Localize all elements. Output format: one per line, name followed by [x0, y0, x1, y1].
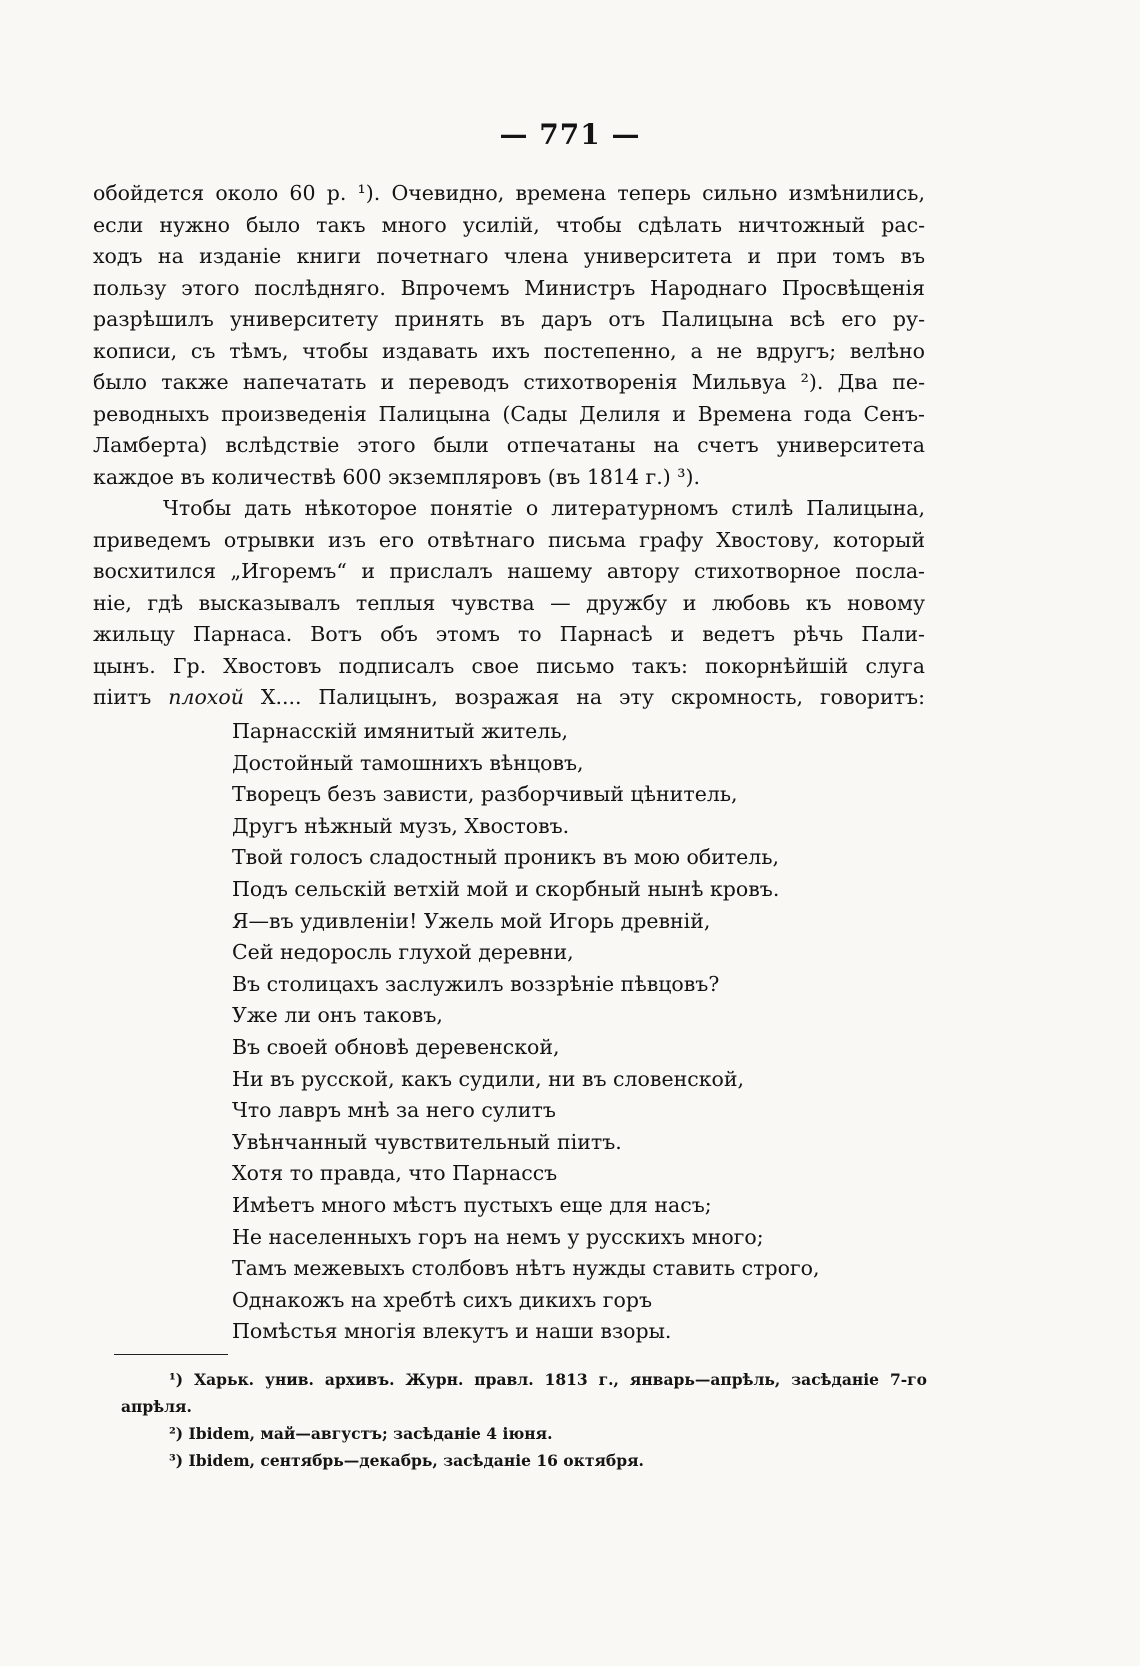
verse-line: Въ своей обновѣ деревенской, — [232, 1034, 560, 1059]
footnotes — [121, 1366, 927, 1474]
paragraph-1-line: ходъ на изданіе книги почетнаго члена университета и при томъ въ — [93, 244, 925, 268]
poem-verse — [232, 716, 820, 1348]
paragraph-2-line: восхитился „Игоремъ“ и прислалъ нашему автору стихотворное посла- — [93, 559, 925, 583]
paragraph-1-line: разрѣшилъ университету принять въ даръ отъ Палицына всѣ его ру- — [93, 307, 925, 331]
paragraph-1-line: если нужно было такъ много усилій, чтобы сдѣлать ничтожный рас- — [93, 212, 925, 237]
paragraph-1-line: реводныхъ произведенія Палицына (Сады Делиля и Времена года Сенъ- — [93, 401, 925, 426]
verse-line: Тамъ межевыхъ столбовъ нѣтъ нужды ставить строго, — [232, 1256, 820, 1281]
verse-line: Творецъ безъ зависти, разборчивый цѣнитель, — [232, 782, 738, 807]
verse-line: Въ столицахъ заслужилъ воззрѣніе пѣвцовъ? — [232, 971, 720, 996]
paragraph-1-line: пользу этого послѣдняго. Впрочемъ Министръ Народнаго Просвѣщенія — [93, 275, 925, 300]
paragraph-1-line: было также напечатать и переводъ стихотворенія Мильвуа ²). Два пе- — [93, 370, 925, 394]
verse-line: Не населенныхъ горъ на немъ у русскихъ много; — [232, 1224, 764, 1249]
footnote-2: ²) Ibidem, май—августъ; засѣданіе 4 іюня. — [169, 1424, 553, 1443]
paragraph-1-line: кописи, съ тѣмъ, чтобы издавать ихъ постепенно, а не вдругъ; велѣно — [93, 338, 925, 363]
footnote-1: ¹) Харьк. унив. архивъ. Журн. правл. 1813 г., январь—апрѣль, засѣданіе 7-го — [169, 1370, 927, 1389]
paragraph-1-line: обойдется около 60 р. ¹). Очевидно, времена теперь сильно измѣнились, — [93, 181, 925, 205]
verse-line: Имѣетъ много мѣстъ пустыхъ еще для насъ; — [232, 1192, 712, 1217]
paragraph-2-line: ніе, гдѣ высказывалъ теплыя чувства — дружбу и любовь къ новому — [93, 590, 925, 615]
verse-line: Увѣнчанный чувствительный піитъ. — [232, 1129, 622, 1154]
paragraph-2-text: Х.... Палицынъ, возражая на эту скромность, говоритъ: — [243, 685, 925, 709]
paragraph-1-line: каждое въ количествѣ 600 экземпляровъ (въ 1814 г.) ³). — [93, 464, 701, 489]
paragraph-2-line: Чтобы дать нѣкоторое понятіе о литературномъ стилѣ Палицына, — [163, 496, 925, 520]
verse-line: Парнасскій имянитый житель, — [232, 719, 569, 743]
footnote-3: ³) Ibidem, сентябрь—декабрь, засѣданіе 16 октября. — [169, 1451, 644, 1470]
verse-line: Другъ нѣжный музъ, Хвостовъ. — [232, 813, 570, 838]
verse-line: Хотя то правда, что Парнассъ — [232, 1161, 558, 1186]
verse-line: Однакожъ на хребтѣ сихъ дикихъ горъ — [232, 1287, 653, 1312]
verse-line: Что лавръ мнѣ за него сулитъ — [232, 1098, 556, 1123]
verse-line: Достойный тамошнихъ вѣнцовъ, — [232, 750, 584, 775]
body-text — [93, 178, 925, 714]
footnote-1-continuation: апрѣля. — [121, 1397, 192, 1416]
paragraph-1-line: Ламберта) вслѣдствіе этого были отпечатаны на счетъ университета — [93, 433, 925, 457]
verse-line: Уже ли онъ таковъ, — [232, 1003, 443, 1028]
paragraph-2-line: жильцу Парнаса. Вотъ объ этомъ то Парнасѣ и ведетъ рѣчь Пали- — [93, 622, 925, 646]
verse-line: Подъ сельскій ветхій мой и скорбный нынѣ кровъ. — [232, 876, 780, 901]
paragraph-2-line: приведемъ отрывки изъ его отвѣтнаго письма графу Хвостову, который — [93, 527, 925, 552]
paragraph-2-line: цынъ. Гр. Хвостовъ подписалъ свое письмо такъ: покорнѣйшій слуга — [93, 653, 925, 678]
verse-line: Помѣстья многія влекутъ и наши взоры. — [232, 1319, 672, 1344]
verse-line: Я—въ удивленіи! Ужель мой Игорь древній, — [232, 908, 711, 933]
page-number: — 771 — — [499, 118, 641, 151]
verse-line: Сей недоросль глухой деревни, — [232, 940, 574, 965]
verse-line: Твой голосъ сладостный проникъ въ мою обитель, — [232, 845, 779, 870]
italic-word: плохой — [168, 685, 244, 709]
paragraph-2-last-line — [93, 682, 925, 714]
footnote-separator — [114, 1354, 228, 1355]
paragraph-2-text: піитъ — [93, 685, 169, 709]
verse-line: Ни въ русской, какъ судили, ни въ словенской, — [232, 1066, 745, 1091]
